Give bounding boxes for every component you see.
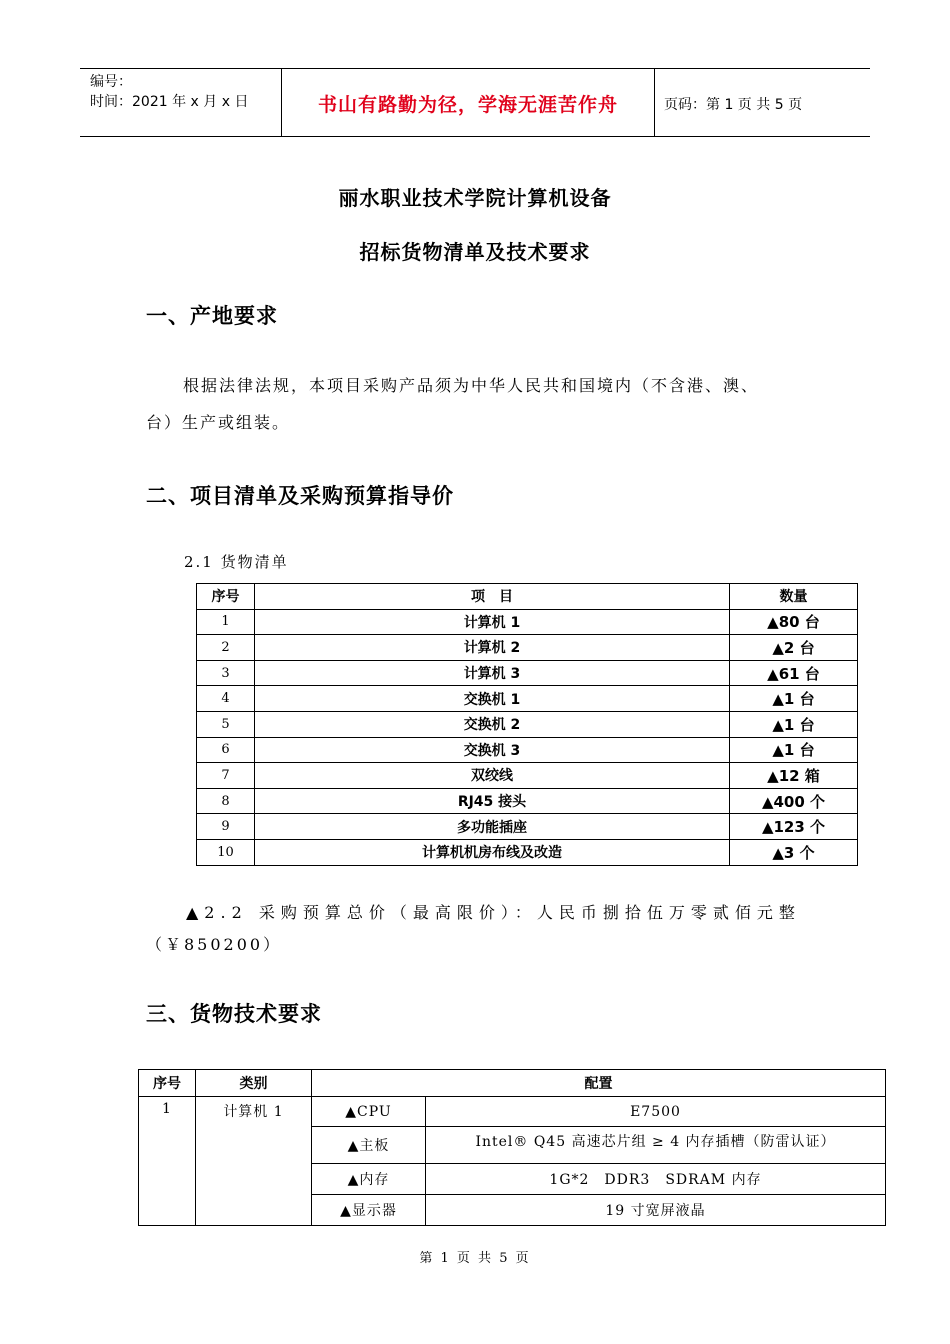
header-bottom-rule [80, 136, 870, 137]
row-no: 10 [197, 839, 255, 865]
row-item: 多功能插座 [255, 814, 730, 840]
spec-key: ▲显示器 [312, 1195, 426, 1226]
spec-key: ▲CPU [312, 1097, 426, 1127]
table-row [197, 814, 858, 840]
header-meta [90, 72, 248, 112]
spec-key: ▲内存 [312, 1164, 426, 1195]
column-header-qty: 数量 [730, 584, 858, 610]
spec-row-no: 1 [139, 1097, 196, 1226]
row-qty: ▲2 台 [730, 635, 858, 661]
document-number-label: 编号： [90, 74, 132, 90]
row-qty: ▲12 箱 [730, 763, 858, 789]
row-no: 6 [197, 737, 255, 763]
table-row [197, 763, 858, 789]
origin-paragraph-line1: 根据法律法规，本项目采购产品须为中华人民共和国境内（不含港、澳、 [183, 376, 760, 395]
goods-table-header [197, 584, 858, 610]
spec-table-header [139, 1070, 886, 1097]
row-qty: ▲400 个 [730, 788, 858, 814]
row-qty: ▲1 台 [730, 686, 858, 712]
goods-table [196, 583, 858, 866]
section-heading-tech-requirements: 三、货物技术要求 [146, 1001, 322, 1026]
row-no: 8 [197, 788, 255, 814]
spec-key: ▲主板 [312, 1127, 426, 1164]
document-title-line2: 招标货物清单及技术要求 [359, 240, 591, 264]
header-top-rule [80, 68, 870, 69]
row-no: 5 [197, 711, 255, 737]
row-qty: ▲1 台 [730, 711, 858, 737]
row-no: 2 [197, 635, 255, 661]
table-row [197, 737, 858, 763]
row-qty: ▲1 台 [730, 737, 858, 763]
section-heading-origin: 一、产地要求 [146, 303, 278, 328]
header-page-info: 页码：第 1 页 共 5 页 [664, 97, 803, 113]
table-row [197, 635, 858, 661]
row-qty: ▲3 个 [730, 839, 858, 865]
row-no: 4 [197, 686, 255, 712]
table-row [197, 660, 858, 686]
table-row [197, 686, 858, 712]
header-divider-right [654, 68, 655, 136]
row-item: 计算机 1 [255, 609, 730, 635]
row-item: 计算机 2 [255, 635, 730, 661]
header-divider-left [281, 68, 282, 136]
column-header-no: 序号 [197, 584, 255, 610]
goods-list-subheading: 2.1 货物清单 [184, 553, 289, 571]
spec-row [139, 1097, 886, 1127]
row-item: 计算机 3 [255, 660, 730, 686]
spec-value: Intel® Q45 高速芯片组 ≥ 4 内存插槽（防雷认证） [426, 1127, 886, 1164]
origin-paragraph-line2: 台）生产或组装。 [146, 413, 291, 432]
spec-value: 1G*2 DDR3 SDRAM 内存 [426, 1164, 886, 1195]
document-title-line1: 丽水职业技术学院计算机设备 [338, 186, 612, 210]
row-item: 交换机 2 [255, 711, 730, 737]
column-header-item: 项 目 [255, 584, 730, 610]
row-item: RJ45 接头 [255, 788, 730, 814]
page-footer: 第 1 页 共 5 页 [419, 1251, 531, 1266]
row-item: 交换机 1 [255, 686, 730, 712]
row-qty: ▲61 台 [730, 660, 858, 686]
budget-line1: ▲2.2 采购预算总价（最高限价）：人民币捌拾伍万零贰佰元整 [186, 903, 801, 922]
row-no: 3 [197, 660, 255, 686]
row-item: 双绞线 [255, 763, 730, 789]
header-motto: 书山有路勤为径，学海无涯苦作舟 [317, 94, 618, 116]
row-qty: ▲80 台 [730, 609, 858, 635]
table-row [197, 839, 858, 865]
table-row [197, 711, 858, 737]
spec-value: E7500 [426, 1097, 886, 1127]
document-time-label: 时间：2021 年 x 月 x 日 [90, 94, 249, 110]
spec-header-category: 类别 [196, 1070, 312, 1097]
spec-row-category: 计算机 1 [196, 1097, 312, 1226]
table-row [197, 788, 858, 814]
row-qty: ▲123 个 [730, 814, 858, 840]
spec-header-config: 配置 [312, 1070, 886, 1097]
spec-value: 19 寸宽屏液晶 [426, 1195, 886, 1226]
section-heading-item-list: 二、项目清单及采购预算指导价 [146, 483, 454, 508]
row-no: 9 [197, 814, 255, 840]
spec-header-no: 序号 [139, 1070, 196, 1097]
budget-line2: （￥850200） [146, 935, 283, 954]
row-item: 交换机 3 [255, 737, 730, 763]
row-no: 7 [197, 763, 255, 789]
table-row [197, 609, 858, 635]
row-item: 计算机机房布线及改造 [255, 839, 730, 865]
row-no: 1 [197, 609, 255, 635]
spec-table [138, 1069, 886, 1226]
